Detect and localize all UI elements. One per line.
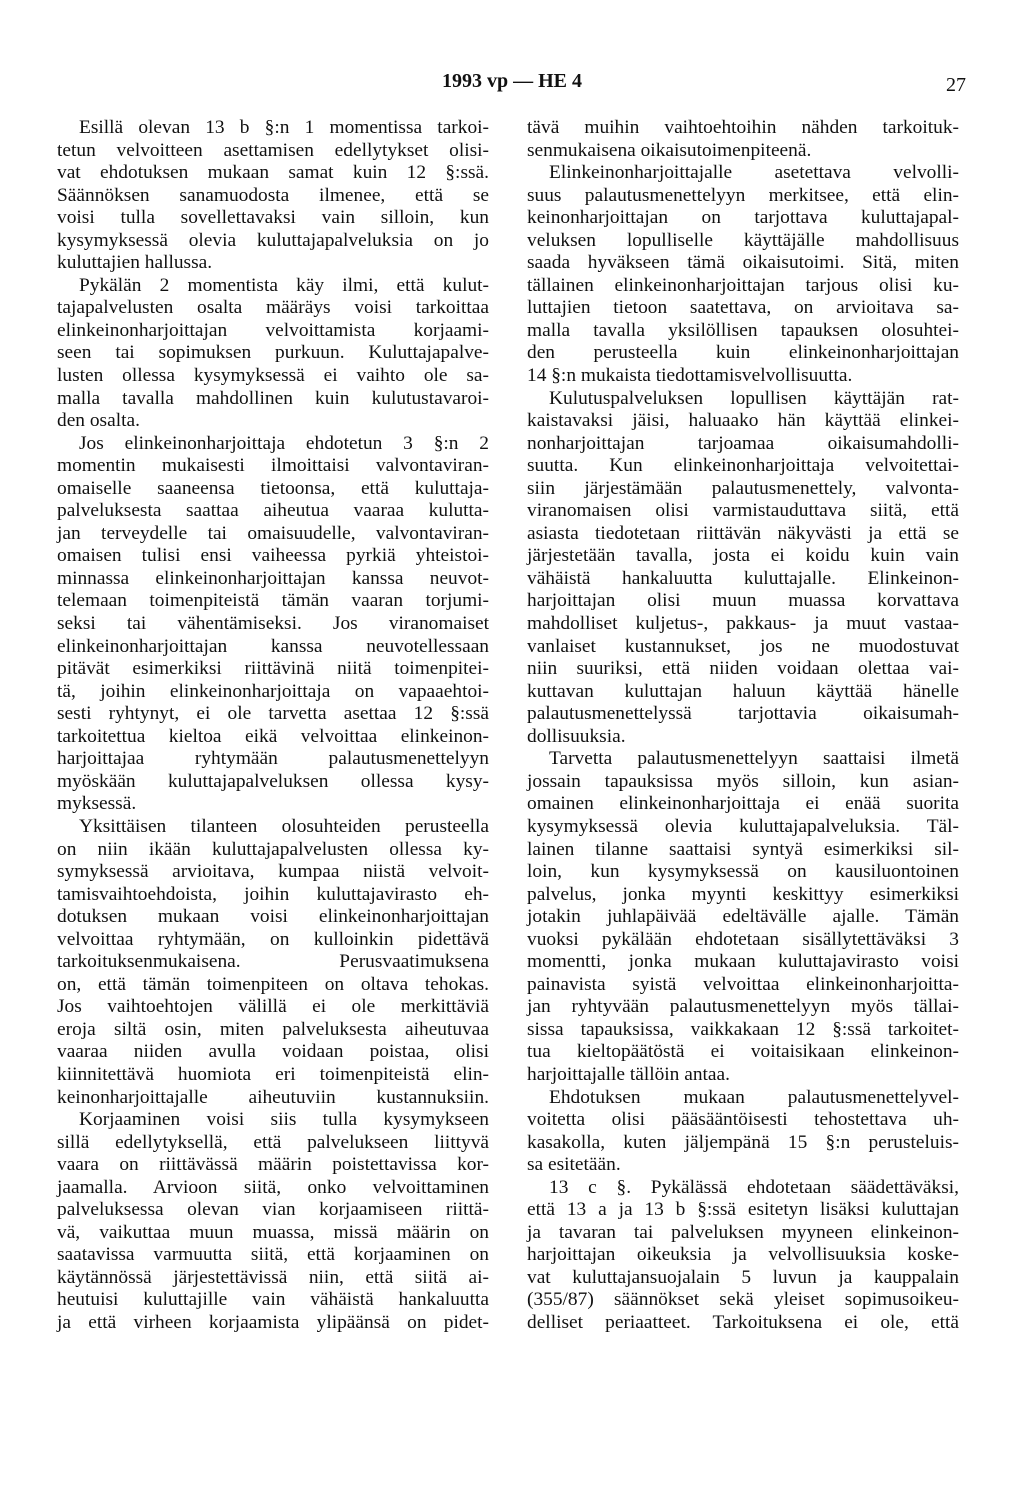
text-line: minnassa elinkeinonharjoittajan kanssa neuvot- [57, 567, 489, 589]
text-line: elinkeinonharjoittajan velvoittamista korjaami- [57, 319, 489, 341]
text-line: den perusteella kuin elinkeinonharjoittajan [527, 342, 959, 364]
text-line: malla tavalla mahdollinen kuin kulutustavaroi- [57, 387, 489, 409]
text-line: Ehdotuksen mukaan palautusmenettelyvel- [549, 1086, 959, 1108]
text-line: jan ryhtyvään palautusmenettelyyn myös tällai- [527, 996, 959, 1018]
text-line: jotakin juhlapäivää edeltävälle ajalle. Tämän [527, 906, 959, 928]
text-line: harjoittajan olisi muun muassa korvattava [527, 590, 959, 612]
text-line: delliset periaatteet. Tarkoituksena ei ole, että [527, 1311, 959, 1333]
text-line: saatavissa varmuutta siitä, että korjaaminen on [57, 1244, 489, 1266]
text-line: heutuisi kuluttajille vain vähäistä hankaluutta [57, 1289, 489, 1311]
text-line: Korjaaminen voisi siis tulla kysymykseen [79, 1109, 489, 1131]
text-line: senmukaisena oikaisutoimenpiteenä. [527, 139, 812, 161]
text-line: jossain tapauksissa myös silloin, kun asian- [527, 770, 959, 792]
text-line: tua kieltopäätöstä ei voitaisikaan elinkeinon- [527, 1041, 959, 1063]
text-line: harjoittajalle tällöin antaa. [527, 1063, 730, 1085]
text-line: palvelus, jonka myynti keskittyy esimerkiksi [527, 883, 959, 905]
text-line: tarkoituksenmukaisena. Perusvaatimuksena [57, 951, 489, 973]
text-line: voitetta olisi pääsääntöisesti tehostettava uh- [527, 1109, 959, 1131]
text-line: palautusmenettelyssä tarjottavia oikaisumah- [527, 703, 959, 725]
text-line: kysymyksessä olevia kuluttajapalveluksia. Täl- [527, 815, 959, 837]
text-line: vähäistä hankaluutta kuluttajalle. Elinkeinon- [527, 567, 959, 589]
text-line: suus palautusmenettelyyn merkitsee, että elin- [527, 184, 959, 206]
text-line: että 13 a ja 13 b §:ssä esitetyn lisäksi kuluttajan [527, 1199, 959, 1221]
text-line: Jos elinkeinonharjoittaja ehdotetun 3 §:n 2 [79, 432, 489, 454]
text-line: Jos vaihtoehtojen välillä ei ole merkittäviä [57, 996, 489, 1018]
text-line: 14 §:n mukaista tiedottamisvelvollisuutta. [527, 365, 853, 387]
text-line: luttajien tietoon saatettava, on arvioitava sa- [527, 297, 959, 319]
text-line: keinonharjoittajalle aiheutuviin kustannuksiin. [57, 1086, 489, 1108]
text-line: lainen tilanne saattaisi syntyä esimerkiksi sil- [527, 838, 959, 860]
text-line: saada hyväkseen tämä oikaisutoimi. Sitä, miten [527, 252, 959, 274]
text-line: kysymyksessä olevia kuluttajapalveluksia on jo [57, 229, 489, 251]
text-line: käytännössä järjestettävissä niin, että siitä ai- [57, 1266, 489, 1288]
text-line: vuoksi pykälään ehdotetaan sisällytettäväksi 3 [527, 928, 959, 950]
text-line: asiasta tiedotetaan riittävän näkyvästi ja että se [527, 522, 959, 544]
text-line: Säännöksen sanamuodosta ilmenee, että se [57, 184, 489, 206]
text-line: sissa tapauksissa, vaikkakaan 12 §:ssä tarkoitet- [527, 1018, 959, 1040]
text-line: Kulutuspalveluksen lopullisen käyttäjän rat- [549, 387, 959, 409]
text-line: momentin mukaisesti ilmoittaisi valvontaviran- [57, 455, 489, 477]
text-line: vä, vaikuttaa muun muassa, missä määrin on [57, 1221, 489, 1243]
text-line: palveluksesta saattaa aiheutua vaaraa kulutta- [57, 500, 489, 522]
text-line: on niin ikään kuluttajapalvelusten ollessa ky- [57, 838, 489, 860]
text-line: viranomaisen olisi varmistauduttava siitä, että [527, 500, 959, 522]
text-line: seen tai sopimuksen purkuun. Kuluttajapalve- [57, 342, 489, 364]
text-line: tällainen elinkeinonharjoittajan tarjous olisi ku- [527, 274, 959, 296]
text-line: omainen elinkeinonharjoittaja ei enää suorita [527, 793, 959, 815]
page-number: 27 [946, 74, 966, 96]
text-line: dollisuuksia. [527, 725, 626, 747]
text-line: ja tavaran tai palveluksen myyneen elinkeinon- [527, 1221, 959, 1243]
text-line: (355/87) säännökset sekä yleiset sopimusoikeu- [527, 1289, 959, 1311]
document-title: 1993 vp — HE 4 [441, 70, 583, 92]
left-text-column [57, 117, 489, 1335]
text-line: niin suuriksi, että niiden voidaan olettaa vai- [527, 658, 959, 680]
text-line: malla tavalla yksilöllisen tapauksen olosuhtei- [527, 319, 959, 341]
text-line: järjestetään tavalla, josta ei koidu kuin vain [527, 545, 959, 567]
text-line: omaiselle saaneensa tietoonsa, että kuluttaja- [57, 477, 489, 499]
text-line: kaistavaksi jäisi, haluaako hän käyttää elinkei- [527, 410, 959, 432]
text-line: vaara on riittävässä määrin poistettavissa kor- [57, 1154, 489, 1176]
text-line: den osalta. [57, 410, 140, 432]
text-line: dotuksen mukaan voisi elinkeinonharjoittajan [57, 906, 489, 928]
text-line: myöskään kuluttajapalveluksen ollessa kysy- [57, 770, 489, 792]
text-line: tajapalvelusten osalta määräys voisi tarkoittaa [57, 297, 489, 319]
text-line: ja että virheen korjaamista ylipäänsä on pidet- [57, 1311, 489, 1333]
text-line: momentti, jonka mukaan kuluttajavirasto voisi [527, 951, 959, 973]
text-line: painavista syistä velvoittaa elinkeinonharjoitta- [527, 973, 959, 995]
text-line: keinonharjoittajan on tarjottava kuluttajapal- [527, 207, 959, 229]
text-line: symyksessä arvioitava, kumpaa niistä velvoit- [57, 861, 489, 883]
text-line: omaisen tulisi ensi vaiheessa pyrkiä yhteistoi- [57, 545, 489, 567]
text-line: vat kuluttajansuojalain 5 luvun ja kauppalain [527, 1266, 959, 1288]
text-line: sesti ryhtynyt, ei ole tarvetta asettaa 12 §:ssä [57, 703, 489, 725]
text-line: Tarvetta palautusmenettelyyn saattaisi ilmetä [549, 748, 959, 770]
text-line: Yksittäisen tilanteen olosuhteiden perusteella [79, 815, 489, 837]
text-line: mahdolliset kuljetus-, pakkaus- ja muut vastaa- [527, 613, 959, 635]
text-line: kasakolla, kuten jäljempänä 15 §:n perusteluis- [527, 1131, 959, 1153]
text-line: telemaan toimenpiteistä tämän vaaran torjumi- [57, 590, 489, 612]
text-line: jaamalla. Arvioon siitä, onko velvoittaminen [57, 1176, 489, 1198]
text-line: tetun velvoitteen asettamisen edellytykset olisi- [57, 139, 489, 161]
text-line: lusten ollessa kysymyksessä ei vaihto ole sa- [57, 365, 489, 387]
text-line: voisi tulla sovellettavaksi vain silloin, kun [57, 207, 489, 229]
text-line: on, että tämän toimenpiteen on oltava tehokas. [57, 973, 489, 995]
text-line: velvoittaa ryhtymään, on kulloinkin pidettävä [57, 928, 489, 950]
text-line: jan terveydelle tai omaisuudelle, valvontaviran- [57, 522, 489, 544]
text-line: nonharjoittajan tarjoamaa oikaisumahdolli- [527, 432, 959, 454]
right-text-column [527, 117, 959, 1335]
text-line: seksi tai vähentämiseksi. Jos viranomaiset [57, 613, 489, 635]
text-line: elinkeinonharjoittajan kanssa neuvotellessaan [57, 635, 489, 657]
text-line: kuluttajien hallussa. [57, 252, 213, 274]
text-line: sillä edellytyksellä, että palvelukseen liittyvä [57, 1131, 489, 1153]
text-line: tarkoitettua kieltoa eikä velvoittaa elinkeinon- [57, 725, 489, 747]
text-line: 13 c §. Pykälässä ehdotetaan säädettäväksi, [549, 1176, 959, 1198]
text-line: vat ehdotuksen mukaan samat kuin 12 §:ssä. [57, 162, 489, 184]
text-line: kiinnitettävä huomiota eri toimenpiteistä elin- [57, 1063, 489, 1085]
text-line: tä, joihin elinkeinonharjoittaja on vapaaehtoi- [57, 680, 489, 702]
text-line: eroja siltä osin, miten palveluksesta aiheutuvaa [57, 1018, 489, 1040]
text-line: myksessä. [57, 793, 137, 815]
text-line: pitävät esimerkiksi riittävinä niitä toimenpitei- [57, 658, 489, 680]
text-line: tamisvaihtoehdoista, joihin kuluttajavirasto eh- [57, 883, 489, 905]
text-line: vaaraa niiden avulla voidaan poistaa, olisi [57, 1041, 489, 1063]
text-line: loin, kun kysymyksessä on kausiluontoinen [527, 861, 959, 883]
text-line: harjoittajaa ryhtymään palautusmenettelyyn [57, 748, 489, 770]
text-line: palveluksessa olevan vian korjaamiseen riittä- [57, 1199, 489, 1221]
text-line: sa esitetään. [527, 1154, 621, 1176]
text-line: Esillä olevan 13 b §:n 1 momentissa tarkoi- [79, 117, 489, 138]
text-line: tävä muihin vaihtoehtoihin nähden tarkoituk- [527, 117, 959, 138]
text-line: siin järjestämään palautusmenettely, valvonta- [527, 477, 959, 499]
page-header [0, 70, 1024, 100]
text-line: vanlaiset kustannukset, jos ne muodostuvat [527, 635, 959, 657]
text-line: suutta. Kun elinkeinonharjoittaja velvoitettai- [527, 455, 959, 477]
text-line: Pykälän 2 momentista käy ilmi, että kulut- [79, 274, 489, 296]
text-line: veluksen lopulliselle käyttäjälle mahdollisuus [527, 229, 959, 251]
text-line: harjoittajan oikeuksia ja velvollisuuksia koske- [527, 1244, 959, 1266]
text-line: kuttavan kuluttajan haluun käyttää hänelle [527, 680, 959, 702]
text-line: Elinkeinonharjoittajalle asetettava velvolli- [549, 162, 959, 184]
